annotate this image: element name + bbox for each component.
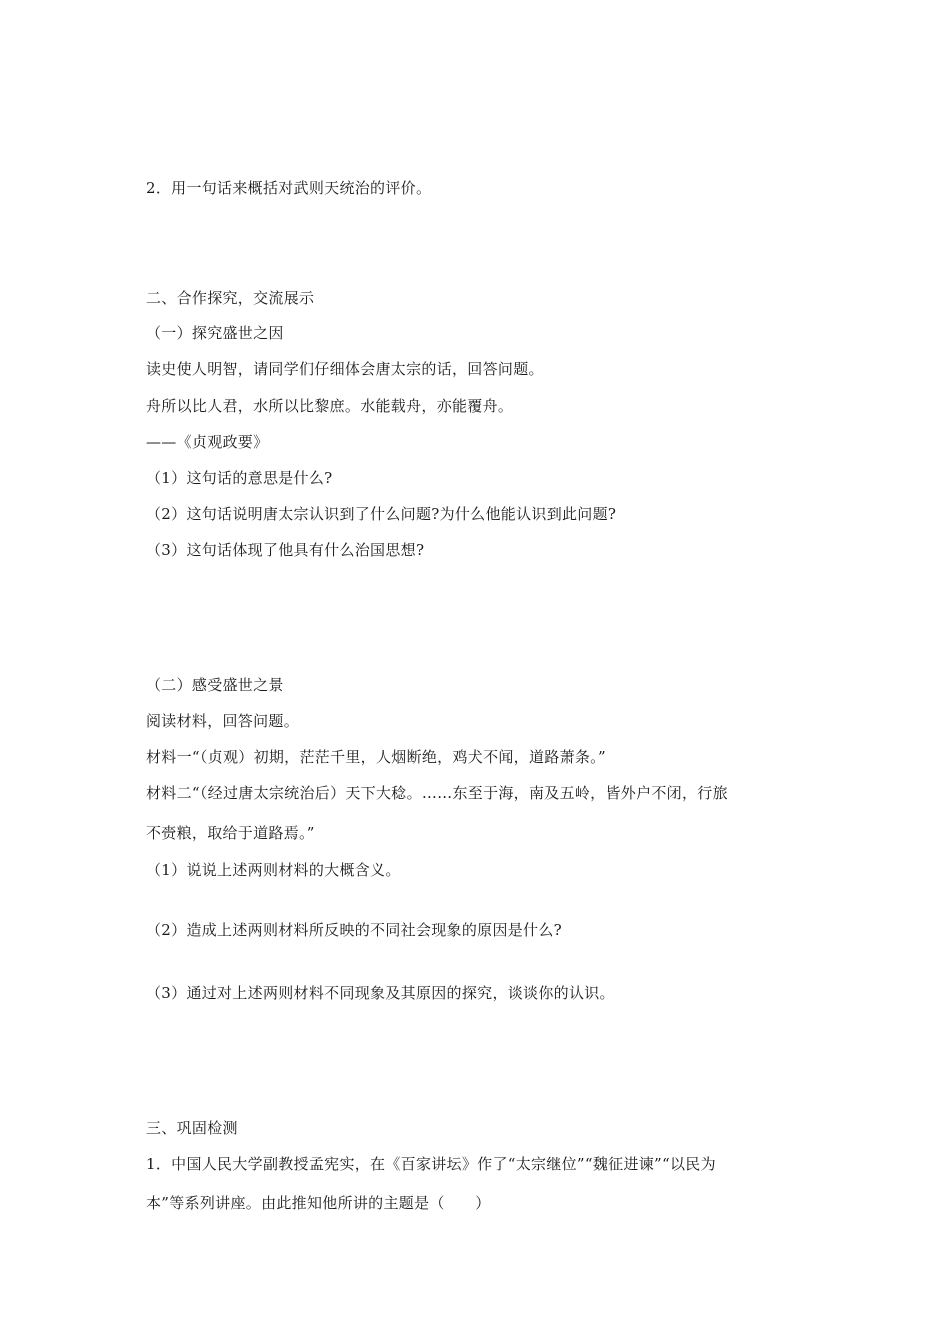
quote-source: ——《贞观政要》 [146, 433, 269, 451]
material-2-line-2: 不赍粮，取给于道路焉。” [146, 824, 315, 842]
taizong-quote: 舟所以比人君，水所以比黎庶。水能载舟，亦能覆舟。 [146, 397, 514, 415]
section-3-question-1-line-1: 1．中国人民大学副教授孟宪实，在《百家讲坛》作了“太宗继位”“魏征进谏”“以民为 [146, 1155, 716, 1173]
section-3-question-1-line-2: 本”等系列讲座。由此推知他所讲的主题是（ ） [146, 1194, 491, 1212]
part-1-intro: 读史使人明智，请同学们仔细体会唐太宗的话，回答问题。 [146, 360, 544, 378]
part-2-question-1: （1）说说上述两则材料的大概含义。 [146, 861, 401, 879]
part-2-title: （二）感受盛世之景 [146, 676, 284, 694]
part-2-question-3: （3）通过对上述两则材料不同现象及其原因的探究，谈谈你的认识。 [146, 984, 615, 1002]
part-1-question-2: （2）这句话说明唐太宗认识到了什么问题?为什么他能认识到此问题? [146, 505, 617, 523]
section-2-heading: 二、合作探究，交流展示 [146, 289, 315, 307]
material-1: 材料一“（贞观）初期，茫茫千里，人烟断绝，鸡犬不闻，道路萧条。” [146, 748, 606, 766]
part-1-question-1: （1）这句话的意思是什么? [146, 469, 333, 487]
part-1-question-3: （3）这句话体现了他具有什么治国思想? [146, 541, 425, 559]
question-evaluate-wu-zetian: 2．用一句话来概括对武则天统治的评价。 [146, 179, 432, 197]
part-2-intro: 阅读材料，回答问题。 [146, 712, 300, 730]
part-2-question-2: （2）造成上述两则材料所反映的不同社会现象的原因是什么? [146, 921, 562, 939]
part-1-title: （一）探究盛世之因 [146, 324, 284, 342]
material-2-line-1: 材料二“（经过唐太宗统治后）天下大稔。……东至于海，南及五岭，皆外户不闭，行旅 [146, 784, 728, 802]
section-3-heading: 三、巩固检测 [146, 1119, 238, 1137]
